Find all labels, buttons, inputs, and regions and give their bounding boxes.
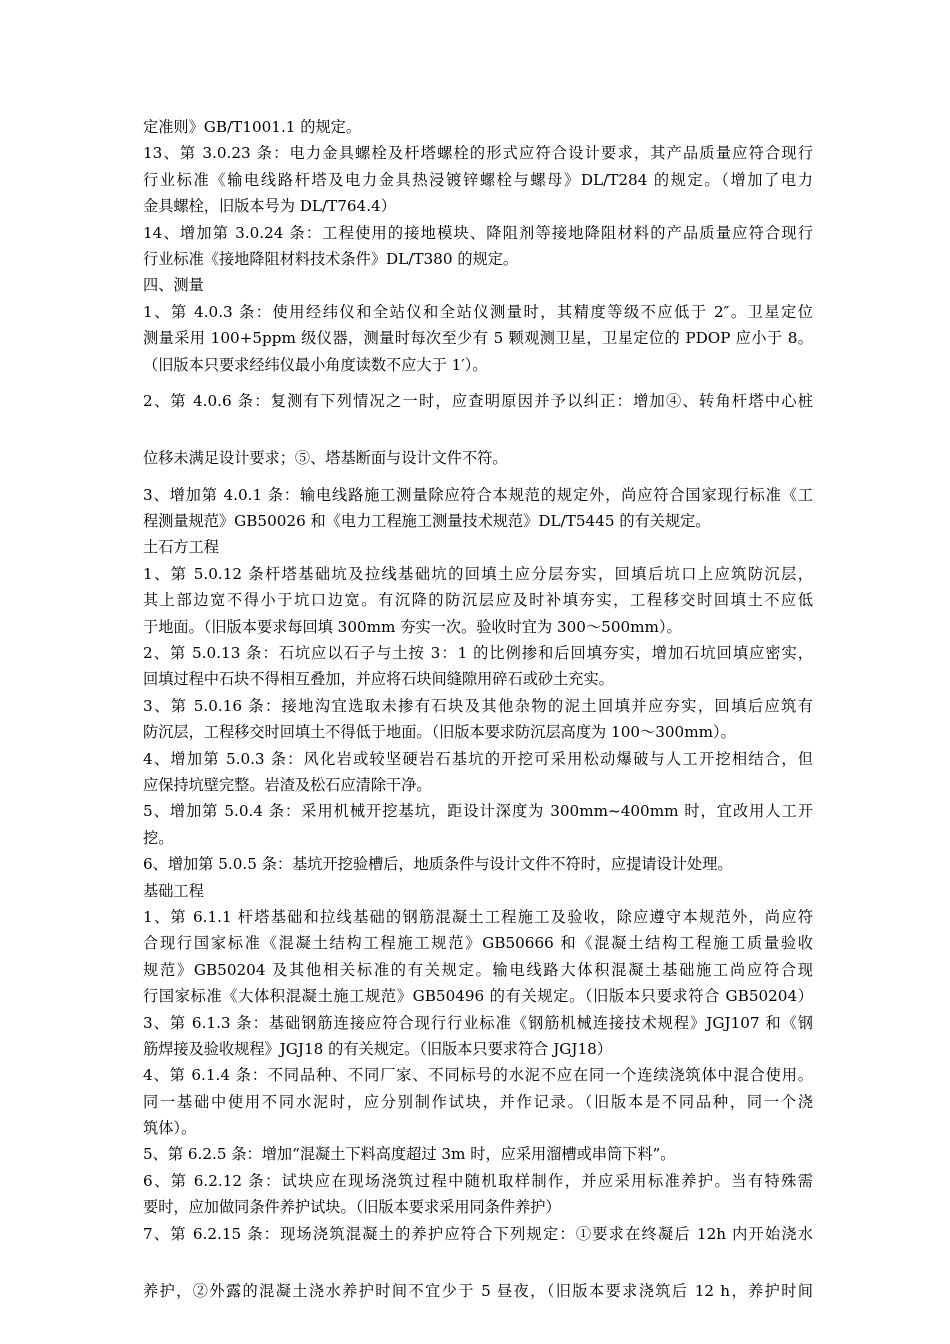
paragraph-spacer [143,1247,813,1278]
text-line: 测量采用 100+5ppm 级仪器，测量时每次至少有 5 颗观测卫星，卫星定位的 PDOP 应小于 8。 [143,329,813,348]
paragraph-spacer [143,472,813,482]
text-line: 4、第 6.1.4 条：不同品种、不同厂家、不同标号的水泥不应在同一个连续浇筑体中混合使用。 [143,1066,813,1085]
text-line: 筑体）。 [143,1119,197,1138]
text-line: 行业标准《输电线路杆塔及电力金具热浸镀锌螺栓与螺母》DL/T284 的规定。（增加了电力 [143,170,813,189]
text-line: 防沉层，工程移交时回填土不得低于地面。（旧版本要求防沉层高度为 100～300mm）。 [143,723,736,742]
text-line: 4、增加第 5.0.3 条：风化岩或较坚硬岩石基坑的开挖可采用松动爆破与人工开挖相结合，但 [143,749,813,768]
text-line: 3、第 6.1.3 条：基础钢筋连接应符合现行行业标准《钢筋机械连接技术规程》JGJ107 和《钢 [143,1013,813,1032]
text-line: 3、第 5.0.16 条：接地沟宜选取未掺有石块及其他杂物的泥土回填并应夯实，回填后应筑有 [143,696,813,715]
text-line: 养护，②外露的混凝土浇水养护时间不宜少于 5 昼夜，（旧版本要求浇筑后 12 h，养护时间 [143,1282,813,1301]
text-line: 同一基础中使用不同水泥时，应分别制作试块，并作记录。（旧版本是不同品种，同一个浇 [143,1092,813,1111]
text-line: 5、第 6.2.5 条：增加“混凝土下料高度超过 3m 时，应采用溜槽或串筒下料”。 [143,1145,676,1164]
text-line: 于地面。（旧版本要求每回填 300mm 夯实一次。验收时宜为 300～500mm）。 [143,617,682,636]
text-line: （旧版本只要求经纬仪最小角度读数不应大于 1′）。 [143,355,488,374]
text-line: 筋焊接及验收规程》JGJ18 的有关规定。（旧版本只要求符合 JGJ18） [143,1039,613,1058]
text-line: 13、第 3.0.23 条：电力金具螺栓及杆塔螺栓的形式应符合设计要求，其产品质量应符合现行 [143,144,813,163]
document-body [143,114,813,1304]
text-line: 14、增加第 3.0.24 条：工程使用的接地模块、降阻剂等接地降阻材料的产品质量应符合现行 [143,223,813,242]
text-line: 回填过程中石块不得相互叠加，并应将石块间缝隙用碎石或砂土充实。 [143,670,614,689]
text-line: 要时，应加做同条件养护试块。（旧版本要求采用同条件养护） [143,1198,561,1217]
section-heading: 四、测量 [143,276,204,295]
text-line: 1、第 5.0.12 条杆塔基础坑及拉线基础坑的回填土应分层夯实，回填后坑口上应筑防沉层， [143,564,813,583]
text-line: 规范》GB50204 及其他相关标准的有关规定。输电线路大体积混凝土基础施工尚应符合现 [143,960,813,979]
text-line: 6、增加第 5.0.5 条：基坑开挖验槽后，地质条件与设计文件不符时，应提请设计处理。 [143,855,733,874]
text-line: 6、第 6.2.12 条：试块应在现场浇筑过程中随机取样制作，并应采用标准养护。当有特殊需 [143,1171,813,1190]
text-line: 其上部边宽不得小于坑口边宽。有沉降的防沉层应及时补填夯实，工程移交时回填土不应低 [143,591,813,610]
text-line: 2、第 4.0.6 条：复测有下列情况之一时，应查明原因并予以纠正：增加④、转角杆塔中心桩 [143,391,813,410]
section-heading: 土石方工程 [143,538,219,557]
text-line: 行业标准《接地降阻材料技术条件》DL/T380 的规定。 [143,249,519,268]
text-line: 应保持坑壁完整。岩渣及松石应清除干净。 [143,775,432,794]
text-line: 3、增加第 4.0.1 条：输电线路施工测量除应符合本规范的规定外，尚应符合国家现行标准《工 [143,485,813,504]
text-line: 挖。 [143,828,174,847]
section-heading: 基础工程 [143,881,204,900]
text-line: 5、增加第 5.0.4 条：采用机械开挖基坑，距设计深度为 300mm~400mm 时，宜改用人工开 [143,802,813,821]
text-line: 1、第 6.1.1 杆塔基础和拉线基础的钢筋混凝土工程施工及验收，除应遵守本规范外，尚应符 [143,907,813,926]
text-line: 行国家标准《大体积混凝土施工规范》GB50496 的有关规定。（旧版本只要求符合 GB50204） [143,987,813,1006]
text-line: 1、第 4.0.3 条：使用经纬仪和全站仪和全站仪测量时，其精度等级不应低于 2″。卫星定位 [143,302,813,321]
text-line: 7、第 6.2.15 条：现场浇筑混凝土的养护应符合下列规定：①要求在终凝后 12h 内开始浇水 [143,1224,813,1243]
paragraph-spacer [143,414,813,445]
paragraph-spacer [143,378,813,388]
text-line: 位移未满足设计要求；⑤、塔基断面与设计文件不符。 [143,449,508,468]
text-line: 合现行国家标准《混凝土结构工程施工规范》GB50666 和《混凝土结构工程施工质量验收 [143,934,813,953]
text-line: 金具螺栓，旧版本号为 DL/T764.4） [143,197,396,216]
text-line: 程测量规范》GB50026 和《电力工程施工测量技术规范》DL/T5445 的有关规定。 [143,512,711,531]
text-line: 2、第 5.0.13 条：石坑应以石子与土按 3：1 的比例掺和后回填夯实，增加石坑回填应密实， [143,644,813,663]
text-line: 定准则》GB/T1001.1 的规定。 [143,118,362,136]
